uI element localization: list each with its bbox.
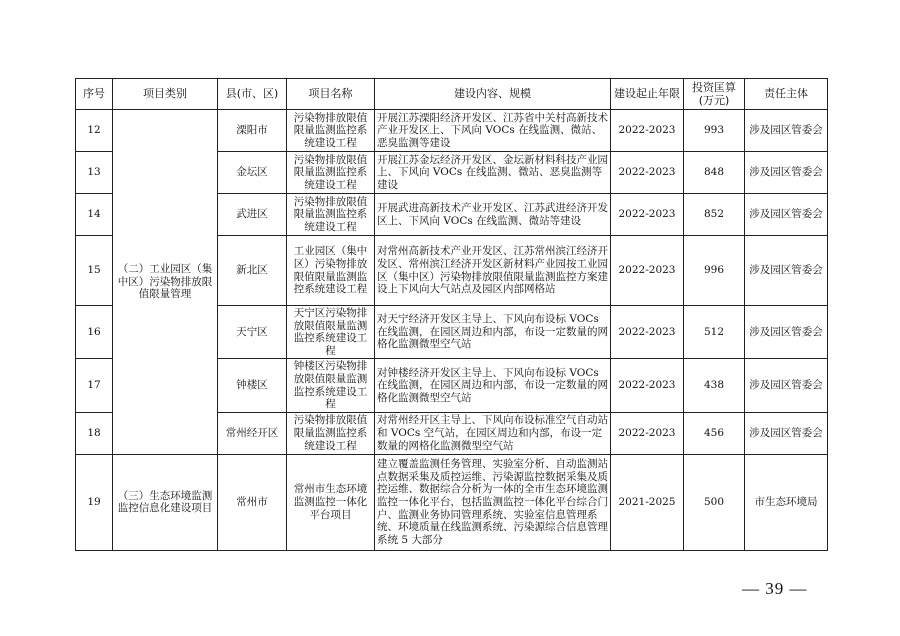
row-investment: 996 [684, 236, 745, 306]
row-owner: 涉及园区管委会 [745, 359, 828, 412]
row-content: 开展江苏溧阳经济开发区、江苏省中关村高新技术产业开发区上、下风向 VOCs 在线监测、微站、恶臭监测等建设 [375, 110, 611, 152]
header-row [76, 79, 828, 110]
table-row [76, 110, 828, 152]
row-project-name: 天宁区污染物排放限值限量监测监控系统建设工程 [287, 306, 375, 359]
header-county: 县(市、区) [218, 79, 287, 110]
row-owner: 涉及园区管委会 [745, 110, 828, 152]
row-owner: 涉及园区管委会 [745, 412, 828, 454]
header-investment: 投资匡算 (万元) [684, 79, 745, 110]
row-project-name: 污染物排放限值限量监测监控系统建设工程 [287, 194, 375, 236]
row-county: 溧阳市 [218, 110, 287, 152]
row-owner: 涉及园区管委会 [745, 236, 828, 306]
row-serial: 15 [76, 236, 113, 306]
row-serial: 18 [76, 412, 113, 454]
header-years: 建设起止年限 [611, 79, 684, 110]
row-project-name: 工业园区（集中区）污染物排放限值限量监测监控系统建设工程 [287, 236, 375, 306]
row-project-name: 污染物排放限值限量监测监控系统建设工程 [287, 110, 375, 152]
header-content: 建设内容、规模 [375, 79, 611, 110]
row-project-name: 污染物排放限值限量监测监控系统建设工程 [287, 152, 375, 194]
page-number: — 39 — [742, 579, 808, 598]
row-years: 2022-2023 [611, 194, 684, 236]
row-county: 常州市 [218, 454, 287, 550]
row-content: 建立覆盖监测任务管理、实验室分析、自动监测站点数据采集及质控运维、污染源监控数据采集及质控运维、数据综合分析为一体的全市生态环境监测监控一体化平台，包括监测监控一体化平台综合门户、监测业务协同管理系统、实验室信息管理系统、环境质量在线监测系统、污染源综合信息管理系统 5 大部分 [375, 454, 611, 550]
row-county: 武进区 [218, 194, 287, 236]
row-project-name: 污染物排放限值限量监测监控系统建设工程 [287, 412, 375, 454]
row-content: 对天宁经济开发区主导上、下风向布设标 VOCs 在线监测，在园区周边和内部，布设一定数量的网格化监测微型空气站 [375, 306, 611, 359]
row-serial: 12 [76, 110, 113, 152]
row-county: 常州经开区 [218, 412, 287, 454]
row-serial: 14 [76, 194, 113, 236]
row-project-name: 钟楼区污染物排放限值限量监测监控系统建设工程 [287, 359, 375, 412]
row-project-name: 常州市生态环境监测监控一体化平台项目 [287, 454, 375, 550]
row-owner: 涉及园区管委会 [745, 306, 828, 359]
row-content: 开展武进高新技术产业开发区、江苏武进经济开发区上、下风向 VOCs 在线监测、微站等建设 [375, 194, 611, 236]
row-serial: 16 [76, 306, 113, 359]
project-table [75, 78, 828, 551]
row-content: 开展江苏金坛经济开发区、金坛新材料科技产业园上、下风向 VOCs 在线监测、微站、恶臭监测等建设 [375, 152, 611, 194]
row-years: 2022-2023 [611, 412, 684, 454]
row-investment: 456 [684, 412, 745, 454]
row-county: 天宁区 [218, 306, 287, 359]
row-years: 2022-2023 [611, 110, 684, 152]
row-investment: 848 [684, 152, 745, 194]
row-owner: 涉及园区管委会 [745, 152, 828, 194]
row-serial: 17 [76, 359, 113, 412]
header-owner: 责任主体 [745, 79, 828, 110]
row-years: 2022-2023 [611, 359, 684, 412]
row-serial: 13 [76, 152, 113, 194]
header-serial: 序号 [76, 79, 113, 110]
row-owner: 市生态环境局 [745, 454, 828, 550]
row-content: 对钟楼经济开发区主导上、下风向布设标 VOCs 在线监测，在园区周边和内部，布设一定数量的网格化监测微型空气站 [375, 359, 611, 412]
header-project-name: 项目名称 [287, 79, 375, 110]
row-content: 对常州高新技术产业开发区、江苏常州滨江经济开发区、常州滨江经济开发区新材料产业园按工业园区（集中区）污染物排放限值限量监测监控方案建设上下风向大气站点及园区内部网格站 [375, 236, 611, 306]
category-cell-eco: （三）生态环境监测监控信息化建设项目 [113, 454, 218, 550]
row-serial: 19 [76, 454, 113, 550]
row-years: 2021-2025 [611, 454, 684, 550]
row-investment: 993 [684, 110, 745, 152]
row-investment: 852 [684, 194, 745, 236]
header-category: 项目类别 [113, 79, 218, 110]
row-years: 2022-2023 [611, 152, 684, 194]
row-investment: 512 [684, 306, 745, 359]
row-years: 2022-2023 [611, 236, 684, 306]
row-investment: 438 [684, 359, 745, 412]
table-row [76, 454, 828, 550]
row-county: 金坛区 [218, 152, 287, 194]
category-cell-industrial: （二）工业园区（集中区）污染物排放限值限量管理 [113, 110, 218, 455]
row-content: 对常州经开区主导上、下风向布设标准空气自动站和 VOCs 空气站，在园区周边和内部，布设一定数量的网格化监测微型空气站 [375, 412, 611, 454]
row-owner: 涉及园区管委会 [745, 194, 828, 236]
row-years: 2022-2023 [611, 306, 684, 359]
row-county: 钟楼区 [218, 359, 287, 412]
row-county: 新北区 [218, 236, 287, 306]
row-investment: 500 [684, 454, 745, 550]
